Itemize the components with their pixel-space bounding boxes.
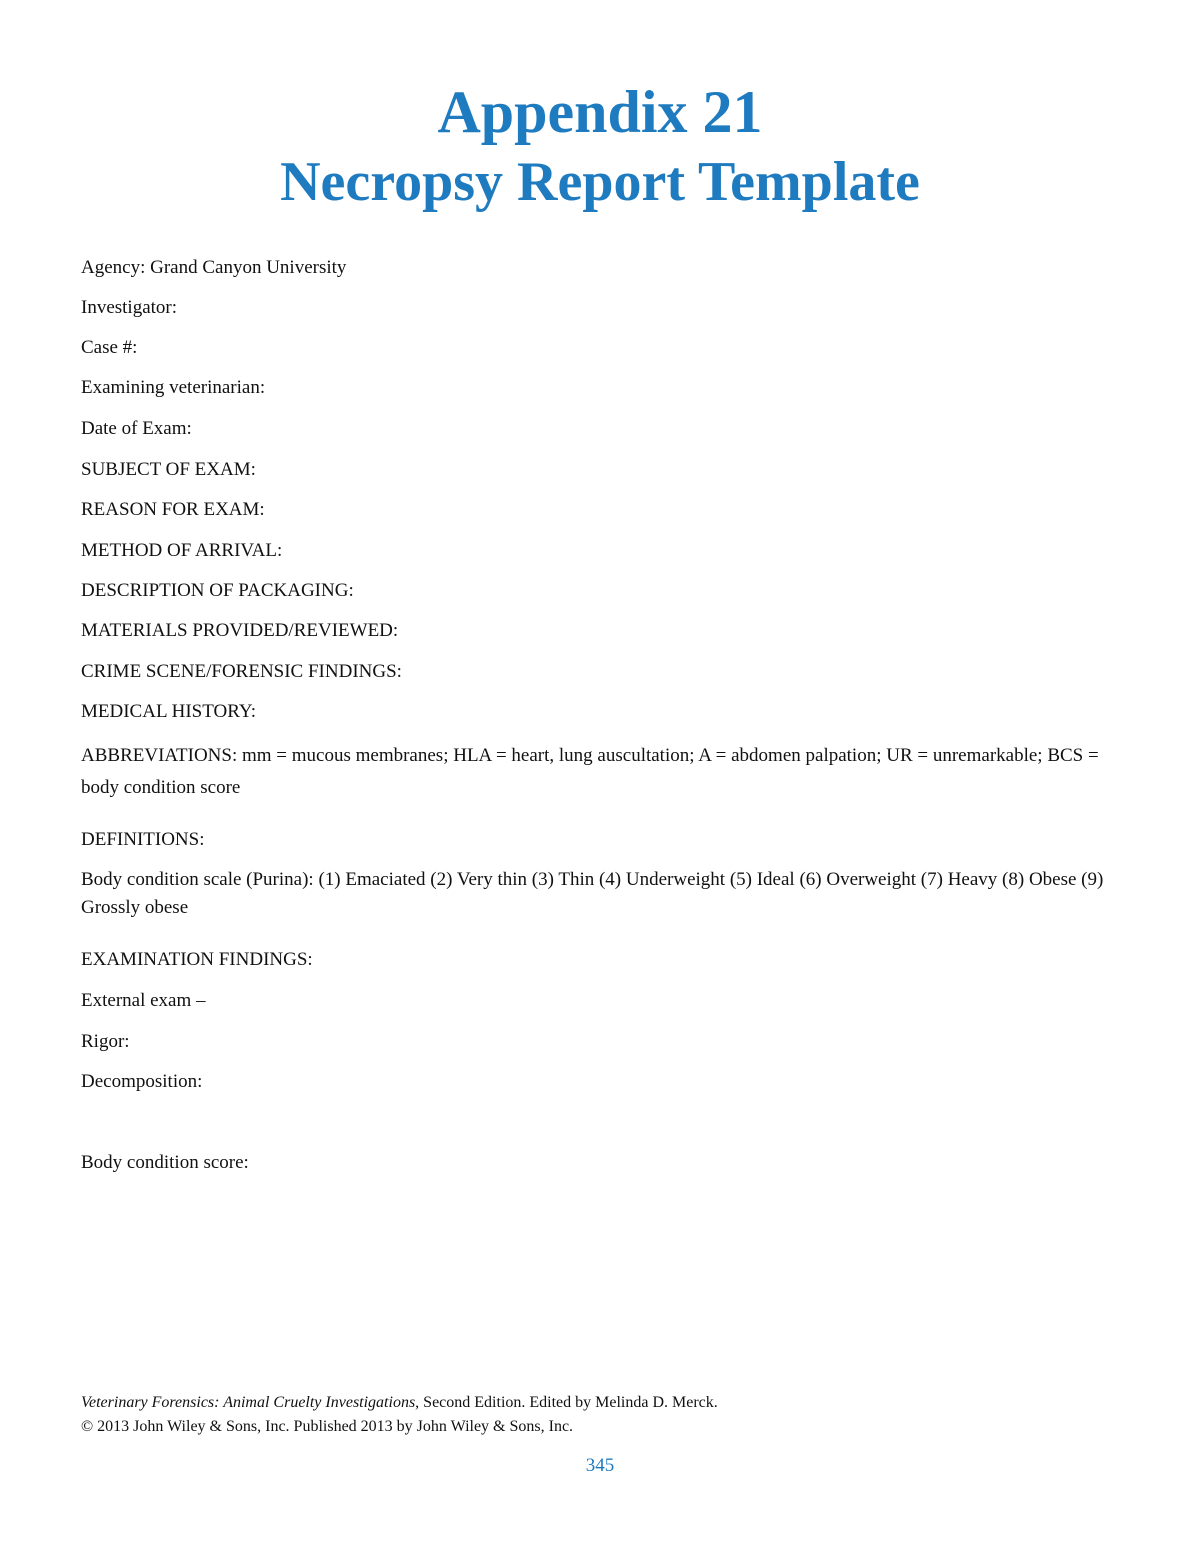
body-condition-scale-paragraph: Body condition scale (Purina): (1) Emaciated (2) Very thin (3) Thin (4) Underweight (5) Ideal (6) Overweight (7) Heavy (8) Obese (9) Grossly obese [81,869,1104,918]
footer-citation [81,1392,1121,1414]
examination-findings-heading: EXAMINATION FINDINGS: [81,949,313,970]
external-exam-field: External exam – [81,990,206,1011]
crime-scene-findings-field: CRIME SCENE/FORENSIC FINDINGS: [81,661,402,682]
investigator-field: Investigator: [81,297,178,318]
appendix-title: Appendix 21 [437,79,763,145]
footer-book-title: Veterinary Forensics: Animal Cruelty Investigations [81,1394,416,1411]
agency-field: Agency: Grand Canyon University [81,257,347,278]
template-title: Necropsy Report Template [280,151,920,213]
examining-veterinarian-field: Examining veterinarian: [81,377,266,398]
date-of-exam-field: Date of Exam: [81,418,192,439]
description-of-packaging-field: DESCRIPTION OF PACKAGING: [81,580,354,601]
method-of-arrival-field: METHOD OF ARRIVAL: [81,540,283,561]
definitions-heading: DEFINITIONS: [81,829,205,850]
body-condition-score-field: Body condition score: [81,1152,249,1173]
footer-copyright: © 2013 John Wiley & Sons, Inc. Published 2013 by John Wiley & Sons, Inc. [81,1418,574,1435]
medical-history-field: MEDICAL HISTORY: [81,701,257,722]
case-number-field: Case #: [81,337,138,358]
reason-for-exam-field: REASON FOR EXAM: [81,499,265,520]
subject-of-exam-field: SUBJECT OF EXAM: [81,459,256,480]
decomposition-field: Decomposition: [81,1071,203,1092]
rigor-field: Rigor: [81,1031,130,1052]
page-number: 345 [585,1455,615,1476]
materials-provided-field: MATERIALS PROVIDED/REVIEWED: [81,620,399,641]
abbreviations-paragraph: ABBREVIATIONS: mm = mucous membranes; HLA = heart, lung auscultation; A = abdomen palpation; UR = unremarkable; BCS = body condition score [81,745,1099,798]
footer-edition: , Second Edition. Edited by Melinda D. Merck. [415,1394,718,1411]
